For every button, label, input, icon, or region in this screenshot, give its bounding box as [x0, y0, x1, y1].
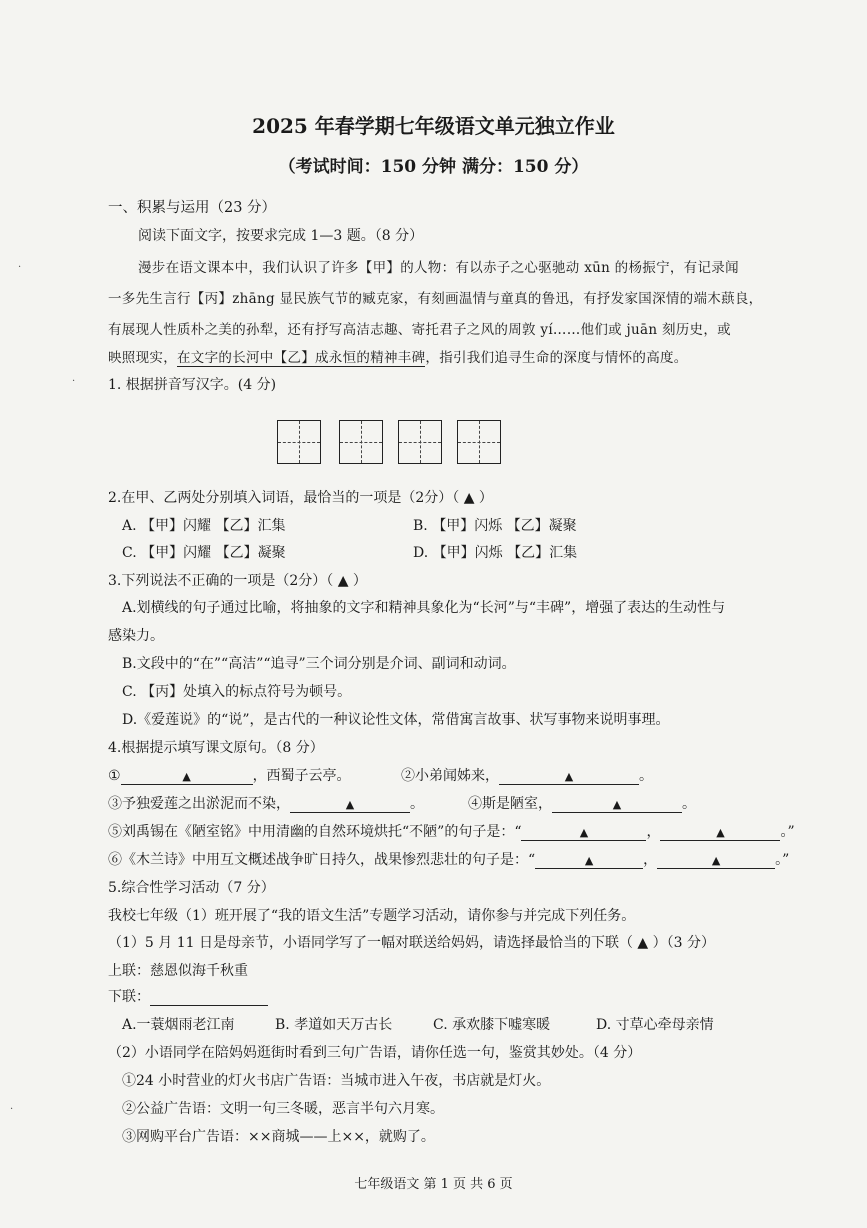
q4-row-2a [108, 793, 424, 813]
answer-grid-box-1[interactable] [277, 420, 321, 464]
q4-row-1a [108, 765, 351, 785]
q4-row-1b [401, 765, 653, 785]
q4-item-1-text: ，西蜀子云亭。 [252, 768, 351, 784]
q4-row-4 [108, 849, 789, 869]
q4-item-6-end: 。” [775, 852, 790, 868]
q3-option-b[interactable]: B.文段中的“在”“高洁”“追寻”三个词分别是介词、副词和动词。 [122, 656, 516, 672]
q4-item-3-text: ③予独爱莲之出淤泥而不染， [108, 796, 290, 812]
underlined-sentence: 在文字的长河中【乙】成永恒的精神丰碑 [177, 350, 426, 366]
q4-item-4-end: 。 [682, 796, 696, 812]
couplet-lower [108, 986, 268, 1006]
answer-marker-icon: ▲ [345, 798, 355, 811]
section-heading: 一、积累与运用（23 分） [108, 200, 277, 216]
page-title: 2025 年春学期七年级语文单元独立作业 [252, 114, 615, 138]
q2-option-b[interactable]: B. 【甲】闪烁 【乙】凝聚 [413, 518, 577, 534]
ad-slogan-2: ②公益广告语：文明一句三冬暖，恶言半句六月寒。 [122, 1101, 444, 1117]
q2-option-d[interactable]: D. 【甲】闪烁 【乙】汇集 [413, 545, 578, 561]
answer-marker-icon: ▲ [612, 798, 622, 811]
q4-item-6-comma: ， [643, 852, 658, 868]
section-intro: 阅读下面文字，按要求完成 1—3 题。（8 分） [138, 228, 424, 244]
answer-grid-box-2[interactable] [339, 420, 383, 464]
q4-row-3 [108, 821, 795, 841]
passage-line-3: 有展现人性质朴之美的孙犁，还有抒写高洁志趣、寄托君子之风的周敦 yí……他们或 juān 刻历史，或 [108, 322, 731, 338]
q4-item-5-text: ⑤刘禹锡在《陋室铭》中用清幽的自然环境烘托“不陋”的句子是：“ [108, 824, 522, 840]
q4-item-1-number: ① [108, 768, 121, 784]
q2-option-a[interactable]: A. 【甲】闪耀 【乙】汇集 [122, 518, 286, 534]
answer-grid-box-3[interactable] [398, 420, 442, 464]
q4-item-2-end: 。 [639, 768, 653, 784]
q4-item-6-text: ⑥《木兰诗》中用互文概述战争旷日持久，战果惨烈悲壮的句子是：“ [108, 852, 536, 868]
q4-item-4-text: ④斯是陋室， [468, 796, 552, 812]
passage-line-4-end: ，指引我们追寻生命的深度与情怀的高度。 [425, 350, 688, 366]
answer-marker-icon: ▲ [584, 854, 594, 867]
scan-speck: · [10, 1104, 14, 1115]
q5-option-c[interactable]: C. 承欢膝下嘘寒暖 [433, 1017, 551, 1033]
q4-blank-6a[interactable] [535, 852, 643, 869]
q3-option-c[interactable]: C. 【丙】处填入的标点符号为顿号。 [122, 684, 352, 700]
answer-marker-icon: ▲ [711, 854, 721, 867]
answer-grid-box-4[interactable] [457, 420, 501, 464]
couplet-upper: 上联：慈恩似海千秋重 [108, 963, 248, 979]
passage-line-4 [108, 346, 688, 366]
passage-line-4-start: 映照现实， [108, 350, 177, 366]
q4-blank-1[interactable] [121, 768, 253, 785]
page-subtitle: （考试时间：150 分钟 满分：150 分） [278, 157, 589, 177]
q4-blank-5a[interactable] [521, 824, 646, 841]
question-1: 1. 根据拼音写汉字。(4 分) [108, 377, 277, 393]
passage-line-1: 漫步在语文课本中，我们认识了许多【甲】的人物：有以赤子之心驱驰动 xūn 的杨振宁，有记录闻 [138, 260, 739, 276]
ad-slogan-3: ③网购平台广告语：××商城——上××，就购了。 [122, 1129, 435, 1145]
q4-item-5-end: 。” [780, 824, 795, 840]
couplet-lower-label: 下联： [108, 989, 150, 1005]
q3-option-d[interactable]: D.《爱莲说》的“说”，是古代的一种议论性文体，常借寓言故事、状写事物来说明事理。 [122, 712, 670, 728]
q4-blank-2[interactable] [499, 768, 639, 785]
question-4: 4.根据提示填写课文原句。（8 分） [108, 740, 324, 756]
q4-blank-6b[interactable] [657, 852, 775, 869]
q2-option-c[interactable]: C. 【甲】闪耀 【乙】凝聚 [122, 545, 286, 561]
q4-item-2-text: ②小弟闻姊来， [401, 768, 499, 784]
answer-marker-icon: ▲ [716, 826, 725, 839]
q4-blank-3[interactable] [290, 796, 410, 813]
scan-speck: · [18, 262, 22, 273]
q4-blank-4[interactable] [552, 796, 682, 813]
q3-option-a-line-2: 感染力。 [108, 628, 164, 644]
question-5: 5.综合性学习活动（7 分） [108, 880, 275, 896]
q4-item-3-end: 。 [410, 796, 424, 812]
q4-item-5-comma: ， [646, 824, 661, 840]
page-footer: 七年级语文 第 1 页 共 6 页 [354, 1177, 513, 1192]
q5-option-d[interactable]: D. 寸草心牵母亲情 [596, 1017, 714, 1033]
q4-row-2b [468, 793, 696, 813]
question-3: 3.下列说法不正确的一项是（2分）（ ▲ ） [108, 573, 367, 589]
q5-task-1: （1）5 月 11 日是母亲节，小语同学写了一幅对联送给妈妈，请选择最恰当的下联（ ▲ ）（3 分） [108, 935, 716, 951]
question-2: 2.在甲、乙两处分别填入词语，最恰当的一项是（2分）（ ▲ ） [108, 490, 493, 506]
answer-marker-icon: ▲ [182, 770, 191, 783]
answer-marker-icon: ▲ [579, 826, 589, 839]
couplet-lower-blank[interactable] [150, 989, 268, 1006]
q5-task-2: （2）小语同学在陪妈妈逛街时看到三句广告语，请你任选一句，鉴赏其妙处。（4 分） [108, 1045, 642, 1061]
q5-option-a[interactable]: A.一蓑烟雨老江南 [122, 1017, 235, 1033]
scan-speck: · [72, 376, 76, 387]
q4-blank-5b[interactable] [660, 824, 780, 841]
ad-slogan-1: ①24 小时营业的灯火书店广告语：当城市进入午夜，书店就是灯火。 [122, 1073, 551, 1089]
q5-intro: 我校七年级（1）班开展了“我的语文生活”专题学习活动，请你参与并完成下列任务。 [108, 908, 636, 924]
answer-marker-icon: ▲ [564, 770, 574, 783]
q5-option-b[interactable]: B. 孝道如天万古长 [275, 1017, 393, 1033]
passage-line-2: 一多先生言行【丙】zhāng 显民族气节的臧克家，有刻画温情与童真的鲁迅，有抒发家国深情的端木蕻良， [108, 291, 763, 307]
q3-option-a-line-1[interactable]: A.划横线的句子通过比喻，将抽象的文字和精神具象化为“长河”与“丰碑”，增强了表达的生动性与 [122, 600, 726, 616]
